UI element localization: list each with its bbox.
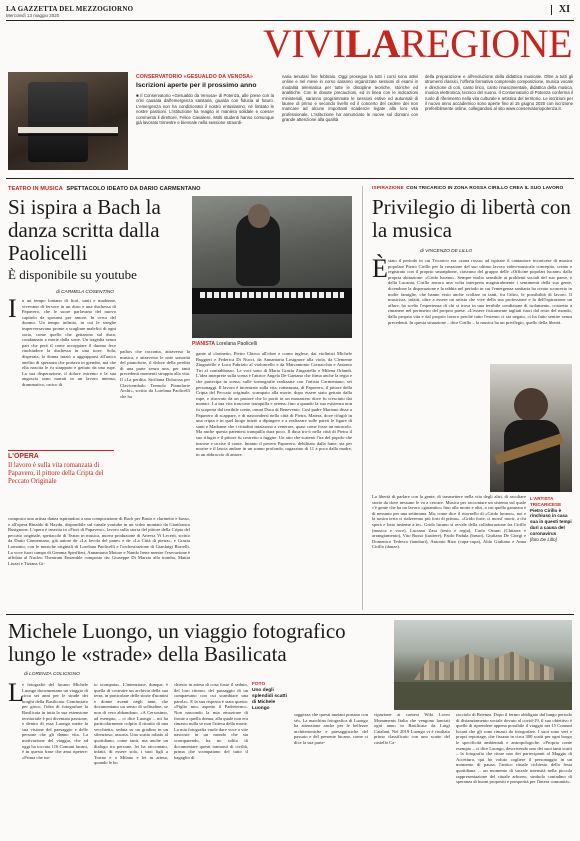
article1-photo-caption (192, 341, 257, 347)
article1-body-col1b: pathos che racconta, attraverso la musica, e attraverso le note sonorità del pianoforte, il dolore della perdita di una parte senza una, per tanti precedenti momenti stroppia alla vita. Il «La perdita. Siciliana Dolorosa per Clavicembalo Tremolo Pianoforte Archi», scritto da Lorelana Paolicelli che ha (120, 349, 190, 399)
article3-body-col3: chiesto in attesa di cosa fosse il seduto, del loro ritorno, del passaggio di un compaesano con cui scambiare una parola». E la sua risposta è stata questa: «Figlio mio, aspetto il Padreterno». Non nascondo la mia emozione di fronte a quella donna, alla quale non era rimasto nulla se non l'attesa della morte. La mia fotografia vuole dare voce a vite nascoste in un mondo che sta scomparendo, ha no solito di documentare questi tramonti di civiltà, prima che scompaiano del tutto il bagaglio di (174, 682, 248, 760)
article3-body-col4: saggezza che questi anziani portano con sé». La marchina fotografica di Luongo ha attenzione anche per le bellezze architettoniche e paesaggistiche del passato e del presente lucano, come ci dice la sua parte- (294, 712, 368, 745)
article3-body-col2: to scompaia». L'intenzione, dunque, è quella di costruire un archivio della sua terra, in particolare delle storie d'uomini e donne avanti negli anni, che documentano un senso di solitudine, se non di vero abbandono. «A Cersosimo, ad esempio, – ci dice Luongo – mi ha particolarmente colpito il ritratto di una vecchietta, seduta su un gradino in un silenzioso, assorta. Uno scatto rubato al quotidiano, come tanti, ma anche un dialogo tra persone, lei ha raccontato, infatti, di essere sola, i suoi figli a Torino e a Milano e lei in attesa, quando le ho (94, 682, 168, 766)
column-divider (362, 186, 363, 610)
article3-photo-caption-bold: FOTO (252, 682, 266, 687)
issue-date: Mercoledì 13 maggio 2020 (6, 13, 60, 18)
article1-dropcap: I (8, 294, 17, 323)
conservatorio-body-col3: della preparazione e all'evoluzione della didattica musicale. Oltre a tutti gli strumenti classici, l'offerta formativa comprende composizione, musica vocale e direzione di cori, canto lirico, canto rinascimentale, didattica della musica, musica elettronica, tecnico del suono. Il Conservatorio di Potenza conferma il ruolo di riferimento nella vita culturale e artistica del territorio. Le iscrizioni per il nuovo anno accademico sono aperte fino al 15 giugno 2020 con iscrizione preferibilmente online, collegandosi al sito www.conservatoriopotenza.it. (425, 74, 573, 112)
conservatorio-headline: Iscrizioni aperte per il prossimo anno (136, 82, 257, 89)
article1-photo-caption-text: Lorelana Paolicelli (216, 341, 257, 347)
article2-side-caption-bold: L'ARTISTA TRICARICESE (530, 496, 562, 507)
article3-photo (394, 620, 572, 710)
article3-dropcap: L (8, 678, 24, 707)
conservatorio-body-col1: ■ Il Conservatorio «Gesualdo da Venosa» di Potenza, alle prese con la crisi causata dall'emergenza sanitaria, guarda con fiducia al futuro. L'emergenza non ha condizionato il nostro entusiasmo, né limitato le nostre passioni. L'Istituzione ha reagito in maniera solidale e coesa» commenta il direttore, Felice Cavaliere. Molti studenti hanno comunque già lavorato trimestre e biennale nella sessione straordi- (136, 93, 274, 126)
article2-side-caption-text: Pietro Cirillo è rinchiuso in casa sua in questi tempi duri a causa del coronavirus (530, 507, 572, 536)
section-title (263, 22, 572, 66)
article1-box-label: L'OPERA (8, 453, 39, 460)
article2-body-col2: La libertà di parlare con la gente, di trasmettere nella vita degli altri, di ascoltare storie da dove nessuno le va a cercare. Musica per raccontare un sistema sul quale c'è gente che ha un lavoro «garantito» fino alla morte e altri, a cui quella garanzia è di nessuno per una settimana. Ma, come dice il ritornello di «Grido lucano», noi e la nostra terra ci rialzeremo più forti di prima». «Grido forte, ci morsi' morir, a chi sperà e lotta insieme a te». Grido lucano si avvale della collaborazione fra Cirillo (musica e voce), Luciano Zasa (testo e regìa), Carlo Ostuni (Chitarra e arrangiamento), Vito Russo (tastiere), Paolo Padula (basso), Giuliano De Giorgi e Domenico Tedesco (tamburi), Antonio Rizo (cupa-cupa), Aldo Giuliano e Anna Cirillo (danze). (372, 494, 526, 550)
page-number-bar (551, 5, 552, 15)
conservatorio-kicker: CONSERVATORIO «GESUALDO DA VENOSA» (136, 74, 253, 80)
article2-body-col1: stato il periodo in cui Tricarico era «zona rossa» ad ispirare il cantautore tricaricese di musica popolare Pietro Cirillo per la creazione del suo ultimo lavoro video-musicale concepito, creato e registrato con il proprio smartphone, ciascuno del gruppo delle «Officine popolari lucane» dalla propria abitazione: «Grido lucano». Sempre molto sensibile ai problemi sociali del suo paese, e della Lucania, Cirillo ancora una volta interpreta magistralmente i sentimenti della sua gente, dicendone la disperazione e la rabbia nel periodo in cui l'emergenza sanitaria ha creato sconcerto in molte famiglie, che hanno visto anche crollare in tanti, fra l'altro, le possibilità di lavoro. Il musicista, infatti, oltre a essere un artista che vive della sua professione e fa dell'ispirazione un affare, ha scelto l'esperienza di chi si trova in una terribile condizione di isolamento, costretto a rimanere nel perimetro del proprio paese. «L'essere fisicamente tagliati fuori dal resto del mondo, dalla propria vita e dal proprio lavoro perché tutto l'esterno ci sia negato, ci ha fatto sentire senza precedenti. In questa situazione – dice Cirillo – la musica ha un privilegio, quello della libertà. (388, 258, 572, 325)
article2-body-col1b (372, 298, 572, 364)
article1-body-col1: n un tempo lontano di fiori, santi e madonne, vivevano di fervore in un duro e una duchessa di Papavero, che le suore parlavano del nuovo capitolo da sposarsi per amore. In cerca del duomo. Un tempo infinito, in cui le streghe imperversavano pronte a scagliare malefici di ogni sorta, come quello che gettarono sul duca, condannato a morte dalla sorte. Un tragedia senza pari che però il conte accoppiare il duomo fece rinchiudere la duchessa in una torre. Sola, disperata, la donna iniziò a aggrapparsi all'unico anelito di speranza che portava in grembo, ma che ella nascita le fu strappato e gettato da una rupe. La sua disperazione, il dolore estremo e la sua angoscia sono narrati in un lavoro intenso, drammatico, carico di (22, 298, 116, 387)
article1-subhead: È disponibile su youtube (8, 267, 137, 282)
article2-dropcap: È (372, 254, 388, 283)
article1-body-col3: gante al clarinetto, Pietro Chieco all'oboe e corno inglese, dai violinisti Michele Ruggieri e Federica Di Nucci, da Annamaria Losignore alla viola, da Clemente Zingariello e Luca Fabrizio al violoncello e da Marcantonio Cornacchia e Antonio Tiri al contrabbasso. Le voci sono di Maria Grazia Zingariello e Milena Orlandi. L'idea interprete sulla scena è l'attrice Angela De Gaetano che firma anche la regia e che partecipa in scena, sulle scenografie realizzate con l'artista Carmentano, sei personaggi. Il lavoro è incentrato sulla vita, romanzata, di Papavero, il pittore della Cripta del Peccato originale, scampato alla morte, dopo essere stato gettato dalla rupe, e ritrovato da un pastore che lo portò in un monastero dove fu cresciuto dai monaci. La sua vita trascorse tranquilla e serena, fino a quando la sua esistenza non fu scoperta dal terribile conte, ormai Duca di Benevento. Così padre Mariano disse a Papavero di scappare, e di nascondersi nella città di Pietra, Matera, dove rifugiò in una cripta e in quel luogo iniziò a dipingere e a realizzare sulle pareti le figure di santi e Madonne che i cittadini iniziarono a venerare, quasi come fosse un miracolo. Ma anche questa parentesi tranquilla dura poco. Il duca tro-ò nella città di Pietra il suo rifugio e il pittore fu costretto a fuggire. Un atto che scatenò l'ira del popolo che insorse e uccise il conte. Intanto il povero Papavero, debilitato dalla fame, sta per morire e il lascia andare in un sonno profondo, ragazzino di 11 a poca dalla madre, in un abbraccio di amore. (196, 351, 352, 457)
article3-body-col1: e fotografie del lucano Michele Luongo documentano un viaggio di circa sei anni per le strade dei borghi della Basilicata. Cominciato per gioco, l'idea di fotografare la Basilicata in tutta la sua estensione territoriale è poi diventata passione, e dentro di essa Luongo mette la sua visione del paesaggio e delle persone che gli danno vita. La motivazione del viaggio, che ad oggi ha toccato 116 Comuni lucani, è in questa frase che ama ripetere: «Prima che tut- (22, 682, 88, 760)
article2-kicker (372, 186, 563, 191)
article1-kicker-black: SPETTACOLO IDEATO DA DARIO CARMENTANO (66, 186, 201, 192)
conservatorio-body-col2: naria tenutasi fine febbraio. Oggi prosegue la tutti i corsi sono attivi online e nel mese in corso saranno organizzate sessioni di esami in modalità telematica per tutte le discipline teoriche, storiche ed analitiche. Con le dovute precauzioni, ed in linea con le indicazioni ministeriali, saranno programmate le sessioni estive ed autunnali di lauree di primo e secondo livello ed il concerto del cedere dei non mancare ad alcune importanti scadenze legate alla loro vita professionale. L'Istituzione ha annunciato le nuove sul domani con grande attenzione alla qualità (282, 74, 418, 123)
newspaper-name: LA GAZZETTA DEL MEZZOGIORNO (6, 5, 134, 13)
conservatorio-rule (6, 178, 574, 179)
article3-byline: di LORENZA COLICIGNO (24, 672, 80, 677)
article1-box (8, 450, 114, 511)
section-title-part1: VIVI (262, 21, 346, 66)
article1-headline: Si ispira a Bach la danza scritta dalla Paolicelli (8, 195, 161, 265)
article3-photo-caption (252, 682, 292, 712)
article2-photo (490, 364, 572, 492)
article1-photo (192, 196, 352, 338)
conservatorio-photo (8, 72, 128, 170)
section-title-part2: LA (345, 21, 400, 66)
article3-body-col5: cipazione ai contest Wiki Loves Monuments Italia che vengono lanciati ogni anno in Basilicata da Luigi Catalani. Nel 2019 Luongo vi è risultato primo classificato con uno scatto del castello Ca- (374, 712, 450, 745)
article2-kicker-black: CON TRICARICO IN ZONA ROSSA CIRILLO CREA IL SUO LAVORO (406, 186, 564, 191)
article3-body-col6: racciolo di Brienza. Dopo il fermo obbligato dal lungo periodo di distanziamento sociale dovuto al covid-19, il suo obiettivo è quello di riprendere appena possibile il viaggio nei 15 Comuni lucani che gli sono rimasti da fotografare. I suoi sono veri e propri reportage, che fissano in circa 300 scatti per ogni borgo le specificità ambientali e antropologiche. «Proprio come esempio – ci dice Luongo, descrivendo uno dei suoi tanti scatti – la fotografia che ritrae uno dei partecipanti al Maggio di Accettura, qui ho voluto cogliere il personaggio in un momento di pausa, l'antico rituale richiesto della festa quotidiana ... un momento di sacrale intensità nella piccola rappresentazione del rituale arboreo, simbolo contadino di speranza di buoni propositi e prosperità per l'intera comunità». (456, 712, 572, 785)
article1-box-text: Il lavoro è sulla vita romanzata di Papavero, il pittore della Cripta del Peccato Originale (8, 462, 104, 485)
article1-kicker-red: TEATRO IN MUSICA (8, 186, 63, 192)
middle-rule (6, 614, 574, 615)
article1-byline: di CARMELA COSENTINO (56, 290, 114, 295)
section-title-part3: REGIONE (399, 21, 572, 66)
article1-kicker (8, 186, 201, 192)
page-number: XI (558, 4, 570, 15)
article2-side-caption-credit: [foto De Lillo] (530, 536, 557, 542)
article2-headline: Privilegio di libertà con la musica (372, 195, 571, 242)
article2-byline: di VINCENZO DE LILLO (420, 249, 473, 254)
article1-body-col2: composto una artista danza ispirandosi a una composizione di Bach per Basto e clarinetto e basso, e all'opera Rinaldo di Haydn, disponibile sul canale youtube in un video montato da Gianfranco Rusignone. L'opera è inserita in «Fiori di Papavero», lavoro sulla storia del pittore della Cripta del peccato originale, spettacolo di Teatro in musica, nuova produzione di Artevia Vi Lecerit, scritto da Dario Carmentano, già autore de «La favola del pane» e de «La Città di pietra», e Grazia Lomonto, con le musiche originali di Lorelana Paolicelli e l'orchestrazione di Gianluigi Borrelli. La voce fuori campo di Gemma Sperffieri, Annamaria Motore e Nando Irene mentre l'esecuzione è affidata al Nucleo Theatrum Ensemble composto da: Giuseppe Di Marzio alla tromba, Mattia Liuzzi e Tiziana Gi- (8, 516, 190, 566)
article2-side-caption (530, 496, 574, 542)
article3-photo-caption-text: Uno degli splendidi scatti di Michele Luongo (252, 688, 287, 711)
article3-headline: Michele Luongo, un viaggio fotografico lungo le «strade» della Basilicata (8, 619, 346, 666)
article1-photo-caption-bold: PIANISTA (192, 341, 215, 347)
article2-kicker-red: ISPIRAZIONE (372, 186, 404, 191)
